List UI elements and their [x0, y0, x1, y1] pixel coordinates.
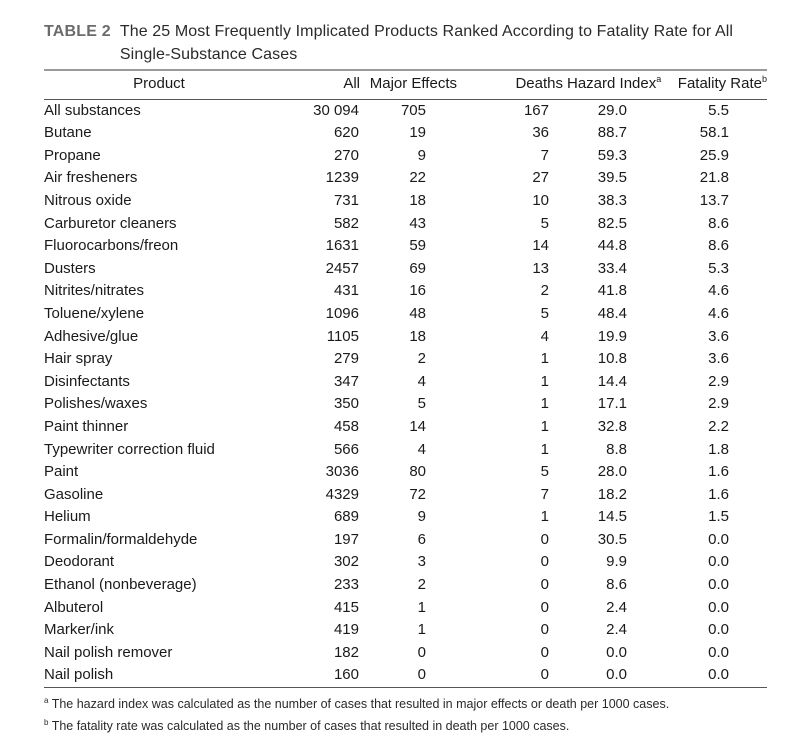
- cell-hazard-index: 19.9: [597, 327, 627, 345]
- cell-major-effects: 18: [409, 327, 426, 345]
- cell-major-effects: 18: [409, 191, 426, 209]
- table-row: [44, 371, 767, 394]
- cell-product: Polishes/waxes: [44, 395, 148, 413]
- table-caption-line-1: The 25 Most Frequently Implicated Products Ranked According to Fatality Rate for All: [119, 23, 734, 40]
- cell-fatality-rate: 0.0: [708, 621, 729, 639]
- table-row: [44, 529, 767, 552]
- cell-all: 689: [333, 508, 359, 526]
- cell-deaths: 0: [540, 598, 549, 616]
- cell-product: Albuterol: [44, 598, 104, 616]
- footnote-b-mark: b: [44, 718, 49, 728]
- table-label: TABLE 2: [44, 23, 111, 40]
- cell-all: 1631: [325, 237, 359, 255]
- cell-hazard-index: 30.5: [597, 530, 627, 548]
- cell-product: Adhesive/glue: [44, 327, 139, 345]
- cell-deaths: 0: [540, 621, 549, 639]
- cell-hazard-index: 14.5: [597, 508, 627, 526]
- table-row: [44, 506, 767, 529]
- cell-hazard-index: 48.4: [597, 304, 627, 322]
- cell-major-effects: 16: [409, 282, 426, 300]
- cell-hazard-index: 82.5: [597, 214, 627, 232]
- cell-product: Fluorocarbons/freon: [44, 237, 179, 255]
- cell-fatality-rate: 4.6: [708, 304, 729, 322]
- table-body: [44, 99, 767, 687]
- cell-hazard-index: 14.4: [597, 372, 627, 390]
- cell-major-effects: 3: [417, 553, 426, 571]
- cell-fatality-rate: 0.0: [708, 666, 729, 684]
- cell-all: 197: [333, 530, 359, 548]
- table-row: [44, 235, 767, 258]
- cell-deaths: 36: [532, 124, 549, 142]
- cell-fatality-rate: 4.6: [708, 282, 729, 300]
- cell-product: Disinfectants: [44, 372, 130, 390]
- cell-fatality-rate: 2.9: [708, 372, 729, 390]
- cell-fatality-rate: 0.0: [708, 598, 729, 616]
- cell-all: 233: [333, 576, 359, 594]
- cell-product: Paint thinner: [44, 417, 129, 435]
- cell-major-effects: 2: [417, 576, 426, 594]
- cell-fatality-rate: 8.6: [708, 237, 729, 255]
- cell-fatality-rate: 5.3: [708, 259, 729, 277]
- cell-deaths: 0: [540, 666, 549, 684]
- cell-fatality-rate: 1.8: [708, 440, 729, 458]
- table-row: [44, 439, 767, 462]
- cell-deaths: 1: [540, 508, 549, 526]
- header-fatality-rate: [659, 70, 767, 99]
- cell-fatality-rate: 1.6: [708, 485, 729, 503]
- cell-all: 1096: [325, 304, 359, 322]
- cell-deaths: 5: [540, 463, 549, 481]
- cell-deaths: 4: [540, 327, 549, 345]
- cell-product: Dusters: [44, 259, 96, 277]
- header-deaths: Deaths: [515, 75, 563, 92]
- cell-deaths: 1: [540, 395, 549, 413]
- cell-major-effects: 69: [409, 259, 426, 277]
- cell-product: Marker/ink: [44, 621, 115, 639]
- table-row: [44, 619, 767, 642]
- cell-fatality-rate: 2.2: [708, 417, 729, 435]
- cell-major-effects: 4: [417, 372, 426, 390]
- cell-hazard-index: 38.3: [597, 191, 627, 209]
- cell-major-effects: 5: [417, 395, 426, 413]
- table-row: [44, 190, 767, 213]
- cell-deaths: 27: [532, 169, 549, 187]
- cell-all: 347: [333, 372, 359, 390]
- table-row: [44, 348, 767, 371]
- table-caption-line-2: Single-Substance Cases: [119, 46, 298, 63]
- cell-hazard-index: 9.9: [606, 553, 627, 571]
- cell-product: Propane: [44, 146, 101, 164]
- cell-major-effects: 705: [400, 101, 426, 119]
- table-row: [44, 664, 767, 687]
- cell-all: 419: [333, 621, 359, 639]
- cell-major-effects: 72: [409, 485, 426, 503]
- cell-fatality-rate: 1.6: [708, 463, 729, 481]
- cell-fatality-rate: 0.0: [708, 643, 729, 661]
- cell-all: 2457: [325, 259, 359, 277]
- cell-deaths: 1: [540, 417, 549, 435]
- footnote-a: [44, 693, 760, 715]
- cell-major-effects: 6: [417, 530, 426, 548]
- cell-fatality-rate: 25.9: [699, 146, 729, 164]
- cell-major-effects: 9: [417, 146, 426, 164]
- cell-all: 30 094: [313, 101, 359, 119]
- table-row: [44, 416, 767, 439]
- cell-product: Paint: [44, 463, 79, 481]
- cell-all: 279: [333, 350, 359, 368]
- cell-deaths: 2: [540, 282, 549, 300]
- cell-hazard-index: 33.4: [597, 259, 627, 277]
- table-row: [44, 258, 767, 281]
- table-row: [44, 461, 767, 484]
- cell-hazard-index: 41.8: [597, 282, 627, 300]
- cell-hazard-index: 2.4: [606, 621, 627, 639]
- footnote-b-text: The fatality rate was calculated as the number of cases that resulted in death per 1000 cases.: [48, 719, 570, 734]
- cell-all: 302: [333, 553, 359, 571]
- cell-product: Nail polish remover: [44, 643, 173, 661]
- cell-deaths: 1: [540, 372, 549, 390]
- cell-product: Nitrites/nitrates: [44, 282, 145, 300]
- table-row: [44, 326, 767, 349]
- cell-all: 1239: [325, 169, 359, 187]
- cell-fatality-rate: 2.9: [708, 395, 729, 413]
- cell-deaths: 167: [523, 101, 549, 119]
- cell-fatality-rate: 0.0: [708, 553, 729, 571]
- cell-all: 182: [333, 643, 359, 661]
- table-row: [44, 597, 767, 620]
- cell-major-effects: 1: [417, 598, 426, 616]
- header-fatality-rate-label: Fatality Rate: [677, 75, 762, 92]
- cell-fatality-rate: 1.5: [708, 508, 729, 526]
- header-major-effects: Major Effects: [369, 75, 457, 92]
- cell-hazard-index: 28.0: [597, 463, 627, 481]
- cell-major-effects: 0: [417, 666, 426, 684]
- cell-all: 160: [333, 666, 359, 684]
- cell-deaths: 0: [540, 530, 549, 548]
- cell-fatality-rate: 13.7: [699, 191, 729, 209]
- cell-product: Deodorant: [44, 553, 115, 571]
- cell-all: 582: [333, 214, 359, 232]
- cell-product: Gasoline: [44, 485, 104, 503]
- cell-major-effects: 2: [417, 350, 426, 368]
- table-row: [44, 303, 767, 326]
- cell-all: 350: [333, 395, 359, 413]
- cell-all: 620: [333, 124, 359, 142]
- cell-hazard-index: 59.3: [597, 146, 627, 164]
- cell-hazard-index: 2.4: [606, 598, 627, 616]
- cell-major-effects: 80: [409, 463, 426, 481]
- footnote-marker-a: a: [656, 74, 662, 84]
- cell-deaths: 13: [532, 259, 549, 277]
- cell-hazard-index: 44.8: [597, 237, 627, 255]
- cell-product: Typewriter correction fluid: [44, 440, 215, 458]
- table-row: [44, 213, 767, 236]
- cell-all: 415: [333, 598, 359, 616]
- cell-product: Hair spray: [44, 350, 113, 368]
- cell-all: 3036: [325, 463, 359, 481]
- cell-deaths: 0: [540, 553, 549, 571]
- cell-all: 731: [333, 191, 359, 209]
- table-row: [44, 642, 767, 665]
- cell-fatality-rate: 58.1: [699, 124, 729, 142]
- cell-product: Nitrous oxide: [44, 191, 132, 209]
- table-row: [44, 145, 767, 168]
- cell-all: 270: [333, 146, 359, 164]
- header-product: Product: [133, 75, 185, 92]
- cell-major-effects: 0: [417, 643, 426, 661]
- cell-major-effects: 4: [417, 440, 426, 458]
- cell-hazard-index: 8.6: [606, 576, 627, 594]
- cell-deaths: 1: [540, 350, 549, 368]
- cell-major-effects: 59: [409, 237, 426, 255]
- cell-deaths: 10: [532, 191, 549, 209]
- cell-major-effects: 48: [409, 304, 426, 322]
- cell-hazard-index: 10.8: [597, 350, 627, 368]
- cell-deaths: 5: [540, 304, 549, 322]
- table-row: [44, 484, 767, 507]
- footnote-a-mark: a: [44, 696, 49, 706]
- header-all: All: [343, 75, 360, 92]
- data-table: [44, 69, 767, 688]
- cell-all: 566: [333, 440, 359, 458]
- table-row: [44, 122, 767, 145]
- cell-fatality-rate: 3.6: [708, 350, 729, 368]
- cell-product: Formalin/formaldehyde: [44, 530, 198, 548]
- cell-deaths: 1: [540, 440, 549, 458]
- cell-deaths: 7: [540, 146, 549, 164]
- cell-hazard-index: 8.8: [606, 440, 627, 458]
- cell-fatality-rate: 3.6: [708, 327, 729, 345]
- cell-product: Toluene/xylene: [44, 304, 145, 322]
- cell-major-effects: 19: [409, 124, 426, 142]
- cell-fatality-rate: 0.0: [708, 530, 729, 548]
- cell-hazard-index: 88.7: [597, 124, 627, 142]
- cell-product: Air fresheners: [44, 169, 138, 187]
- cell-product: Nail polish: [44, 666, 114, 684]
- footnote-b: [44, 715, 760, 737]
- table-row: [44, 393, 767, 416]
- cell-major-effects: 1: [417, 621, 426, 639]
- cell-deaths: 5: [540, 214, 549, 232]
- cell-deaths: 0: [540, 643, 549, 661]
- cell-hazard-index: 32.8: [597, 417, 627, 435]
- header-hazard-index: [567, 70, 662, 99]
- cell-hazard-index: 0.0: [606, 666, 627, 684]
- cell-major-effects: 14: [409, 417, 426, 435]
- table-row: [44, 280, 767, 303]
- footnote-a-text: The hazard index was calculated as the number of cases that resulted in major effects or death per 1000 cases.: [48, 697, 670, 712]
- cell-major-effects: 9: [417, 508, 426, 526]
- cell-hazard-index: 17.1: [597, 395, 627, 413]
- cell-major-effects: 22: [409, 169, 426, 187]
- cell-deaths: 14: [532, 237, 549, 255]
- table-row: [44, 551, 767, 574]
- cell-fatality-rate: 0.0: [708, 576, 729, 594]
- cell-all: 431: [333, 282, 359, 300]
- cell-fatality-rate: 8.6: [708, 214, 729, 232]
- cell-hazard-index: 39.5: [597, 169, 627, 187]
- table-row: [44, 167, 767, 190]
- cell-fatality-rate: 5.5: [708, 101, 729, 119]
- cell-hazard-index: 29.0: [597, 101, 627, 119]
- table-row: [44, 574, 767, 597]
- table-row: [44, 99, 767, 122]
- cell-product: All substances: [44, 101, 141, 119]
- cell-fatality-rate: 21.8: [699, 169, 729, 187]
- table-caption: [120, 20, 733, 66]
- table-title: [44, 20, 760, 66]
- cell-deaths: 7: [540, 485, 549, 503]
- header-row: [44, 70, 767, 99]
- header-hazard-index-label: Hazard Index: [567, 75, 657, 92]
- cell-all: 1105: [326, 327, 359, 345]
- cell-product: Carburetor cleaners: [44, 214, 177, 232]
- footnote-marker-b: b: [761, 74, 767, 84]
- table-header: [44, 70, 767, 99]
- cell-product: Ethanol (nonbeverage): [44, 576, 197, 594]
- cell-hazard-index: 0.0: [606, 643, 627, 661]
- footnotes: [44, 693, 760, 737]
- cell-hazard-index: 18.2: [597, 485, 627, 503]
- cell-major-effects: 43: [409, 214, 426, 232]
- cell-deaths: 0: [540, 576, 549, 594]
- cell-product: Helium: [44, 508, 91, 526]
- cell-all: 458: [333, 417, 359, 435]
- cell-product: Butane: [44, 124, 92, 142]
- cell-all: 4329: [325, 485, 359, 503]
